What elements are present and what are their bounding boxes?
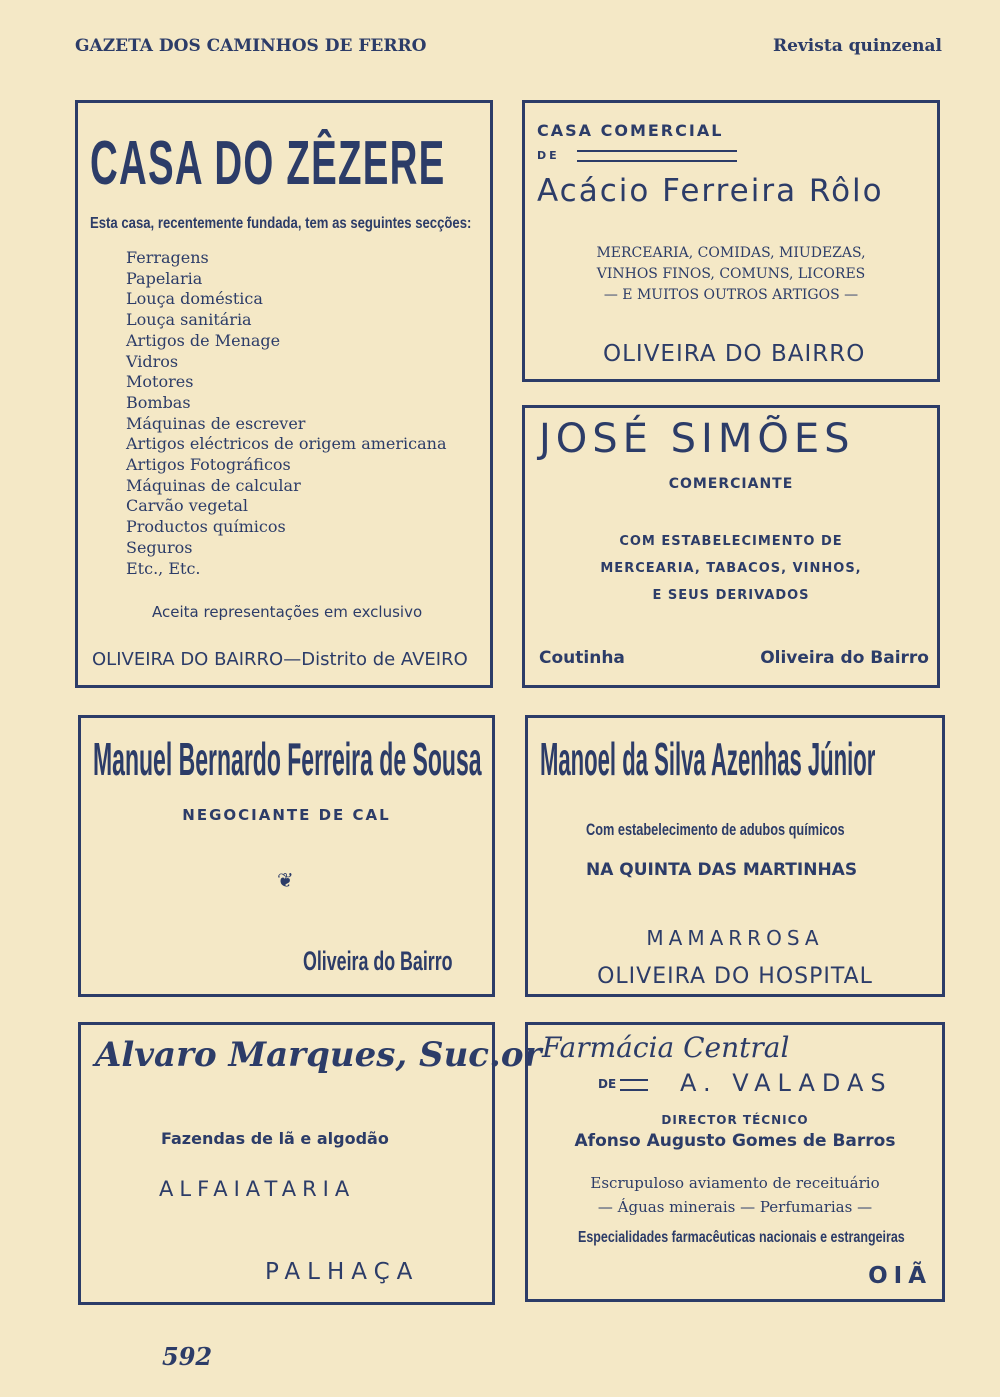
ad-sub: NEGOCIANTE DE CAL [182, 806, 391, 824]
ad-line: COM ESTABELECIMENTO DE [619, 534, 843, 549]
ad-acacio-ferreira-rolo [522, 100, 940, 382]
ad-place: OLIVEIRA DO HOSPITAL [597, 964, 873, 989]
ad-name: Alvaro Marques, Suc.or [95, 1035, 542, 1075]
ad-alvaro-marques [78, 1022, 542, 1305]
ad-lines [525, 528, 937, 609]
ad-lines [528, 1171, 942, 1219]
ad-name: Farmácia Central [542, 1031, 790, 1064]
ad-name: Manuel Bernardo Ferreira de Sousa [93, 733, 482, 785]
ad-special: Especialidades farmacêuticas nacionais e estrangeiras [578, 1229, 905, 1246]
ad-director: Afonso Augusto Gomes de Barros [574, 1131, 896, 1151]
sections-list [126, 248, 446, 579]
ad-line: MERCEARIA, TABACOS, VINHOS, [600, 561, 862, 576]
running-header-subtitle: Revista quinzenal [772, 36, 942, 56]
ad-casa-do-zezere [75, 100, 493, 688]
ad-name: Manoel da Silva Azenhas Júnior [540, 733, 876, 785]
section-item: Carvão vegetal [126, 496, 249, 516]
ad-role: DIRECTOR TÉCNICO [661, 1113, 809, 1127]
section-item: Ferragens [126, 248, 209, 267]
page-number: 592 [162, 1342, 213, 1371]
section-item: Louça doméstica [126, 289, 263, 309]
section-item: Artigos eléctricos de origem americana [126, 434, 447, 454]
ad-line: Fazendas de lã e algodão [161, 1129, 389, 1148]
ad-note: Aceita representações em exclusivo [152, 603, 423, 621]
section-item: Máquinas de calcular [126, 475, 301, 495]
ad-lines [525, 243, 937, 306]
section-item: Etc., Etc. [126, 558, 201, 578]
ad-place: Oliveira do Bairro [303, 946, 453, 976]
ad-name: JOSÉ SIMÕES [539, 416, 855, 462]
ad-title: CASA DO ZÊZERE [90, 129, 446, 198]
ad-manuel-bernardo [78, 715, 495, 997]
section-item: Motores [126, 372, 194, 392]
section-item: Seguros [126, 537, 193, 557]
ad-de: DE [537, 149, 737, 162]
ad-line: MERCEARIA, COMIDAS, MIUDEZAS, [596, 245, 866, 261]
ornament-icon: ❦ [277, 868, 294, 892]
section-item: Bombas [126, 392, 191, 412]
section-item: Louça sanitária [126, 310, 252, 330]
ad-line: CASA COMERCIAL [537, 121, 724, 140]
ad-owner: A. VALADAS [680, 1069, 893, 1097]
ad-locality: Coutinha [539, 648, 625, 668]
ad-farmacia-central [525, 1022, 945, 1302]
section-item: Vidros [126, 351, 179, 371]
section-item: Papelaria [126, 268, 203, 288]
section-item: Máquinas de escrever [126, 413, 306, 433]
ad-line: E SEUS DERIVADOS [652, 588, 810, 603]
section-item: Artigos de Menage [126, 330, 281, 350]
ad-jose-simoes [522, 405, 940, 688]
ad-place: PALHAÇA [265, 1259, 420, 1285]
ad-place: OIÃ [868, 1263, 932, 1289]
ad-intro: Esta casa, recentemente fundada, tem as seguintes secções: [90, 215, 472, 232]
ad-line: Escrupuloso aviamento de receituário [590, 1174, 880, 1192]
ad-line: VINHOS FINOS, COMUNS, LICORES [596, 266, 866, 282]
ad-line: NA QUINTA DAS MARTINHAS [586, 860, 858, 880]
ad-de: DE [598, 1077, 648, 1091]
ad-line: — Águas minerais — Perfumarias — [597, 1198, 873, 1216]
ad-line: MAMARROSA [646, 926, 824, 950]
ad-place: Oliveira do Bairro [760, 648, 929, 668]
section-item: Artigos Fotográficos [126, 455, 291, 475]
ad-name: Acácio Ferreira Rôlo [537, 173, 884, 209]
ad-line: ALFAIATARIA [159, 1177, 356, 1201]
ad-address: OLIVEIRA DO BAIRRO—Distrito de AVEIRO [92, 649, 468, 670]
ad-sub: COMERCIANTE [668, 476, 794, 492]
ad-place: OLIVEIRA DO BAIRRO [603, 341, 866, 367]
ad-line: — E MUITOS OUTROS ARTIGOS — [603, 287, 859, 303]
section-item: Productos químicos [126, 517, 286, 537]
running-header-title: GAZETA DOS CAMINHOS DE FERRO [75, 36, 427, 56]
ad-line: Com estabelecimento de adubos químicos [586, 820, 845, 839]
ad-manoel-azenhas [525, 715, 945, 997]
